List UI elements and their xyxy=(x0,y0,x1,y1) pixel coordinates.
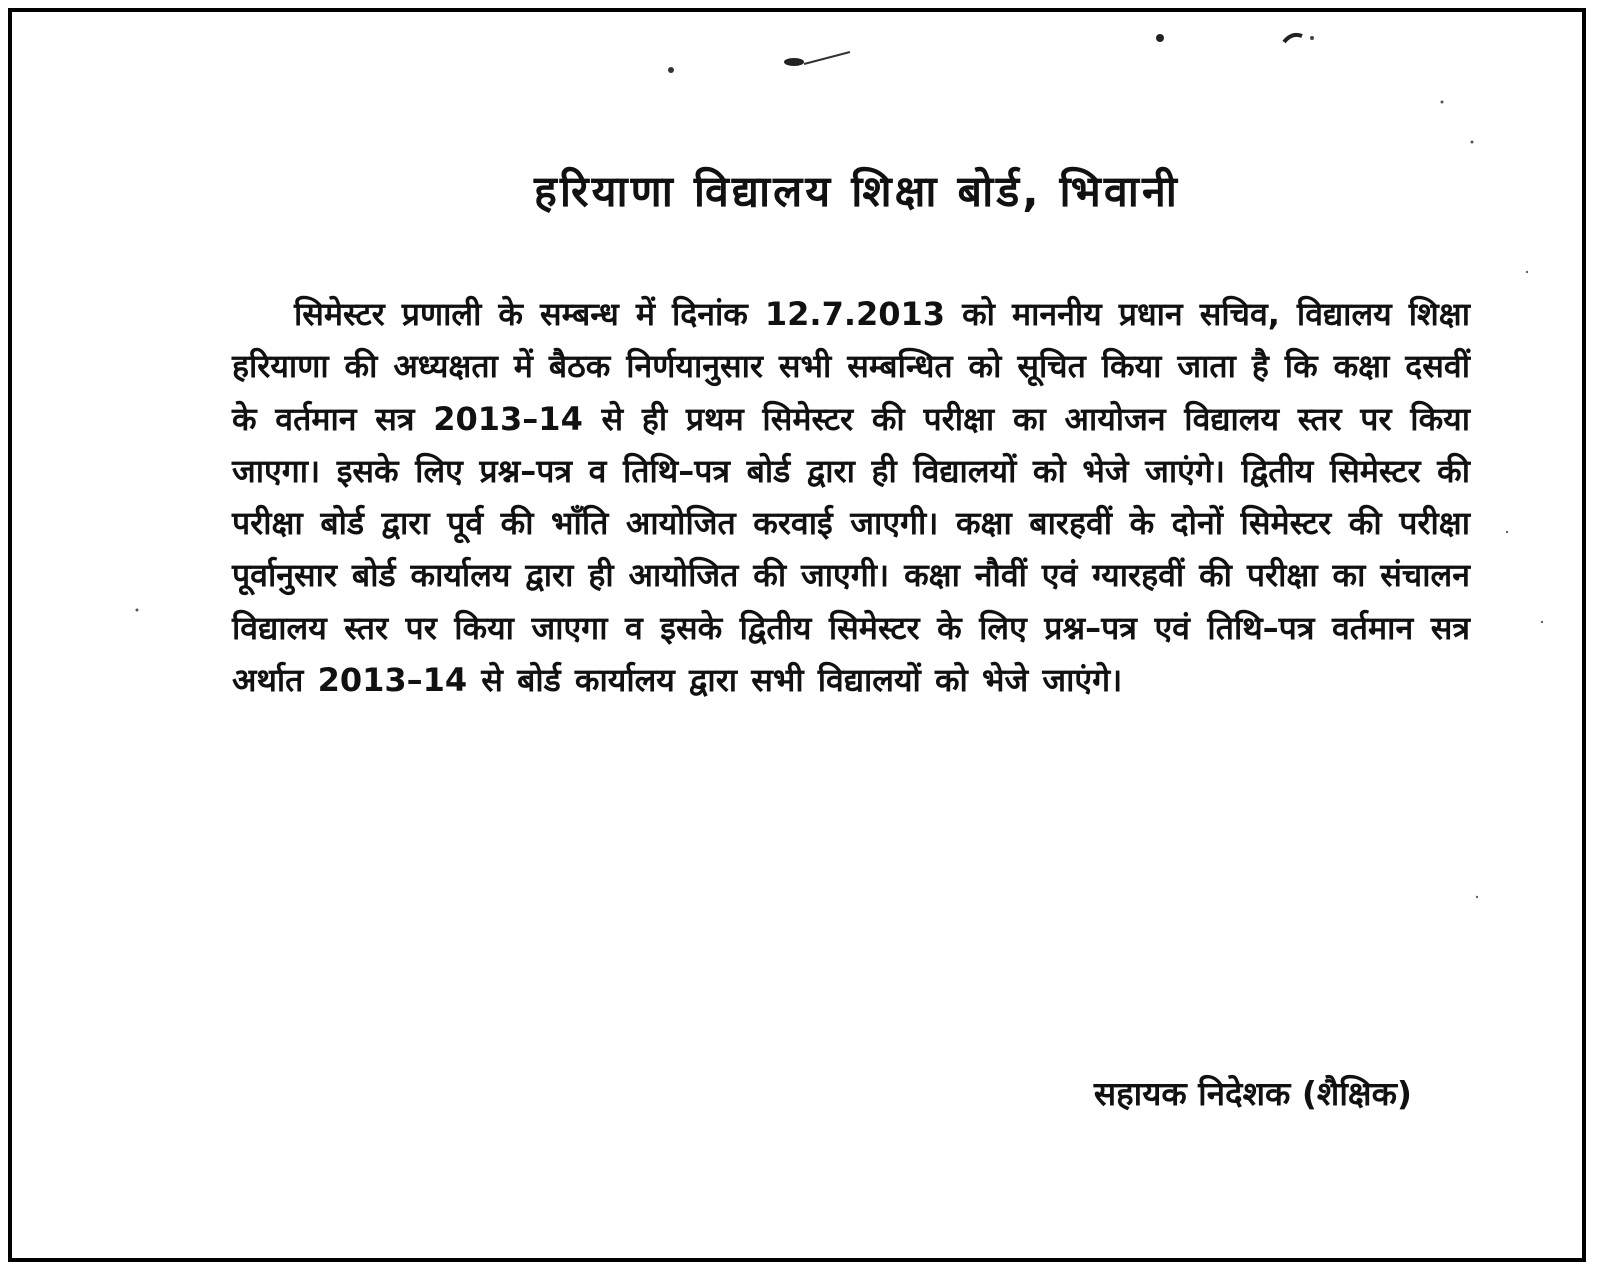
document-page xyxy=(8,8,1586,1262)
document-body: सिमेस्टर प्रणाली के सम्बन्ध में दिनांक 12.7.2013 को माननीय प्रधान सचिव, विद्यालय शिक्षा हरियाणा की अध्यक्षता में बैठक निर्णयानुसार सभी सम्बन्धित को सूचित किया जाता है कि कक्षा दसवीं के वर्तमान सत्र 2013–14 से ही प्रथम सिमेस्टर की परीक्षा का आयोजन विद्यालय स्तर पर किया जाएगा। इसके लिए प्रश्न–पत्र व तिथि–पत्र बोर्ड द्वारा ही विद्यालयों को भेजे जाएंगे। द्वितीय सिमेस्टर की परीक्षा बोर्ड द्वारा पूर्व की भाँति आयोजित करवाई जाएगी। कक्षा बारहवीं के दोनों सिमेस्टर की परीक्षा पूर्वानुसार बोर्ड कार्यालय द्वारा ही आयोजित की जाएगी। कक्षा नौवीं एवं ग्यारहवीं की परीक्षा का संचालन विद्यालय स्तर पर किया जाएगा व इसके द्वितीय सिमेस्टर के लिए प्रश्न–पत्र एवं तिथि–पत्र वर्तमान सत्र अर्थात 2013–14 से बोर्ड कार्यालय द्वारा सभी विद्यालयों को भेजे जाएंगे। xyxy=(232,295,1470,700)
document-title: हरियाणा विद्यालय शिक्षा बोर्ड, भिवानी xyxy=(534,167,1180,217)
signature-line: सहायक निदेशक (शैक्षिक) xyxy=(1093,1074,1412,1113)
